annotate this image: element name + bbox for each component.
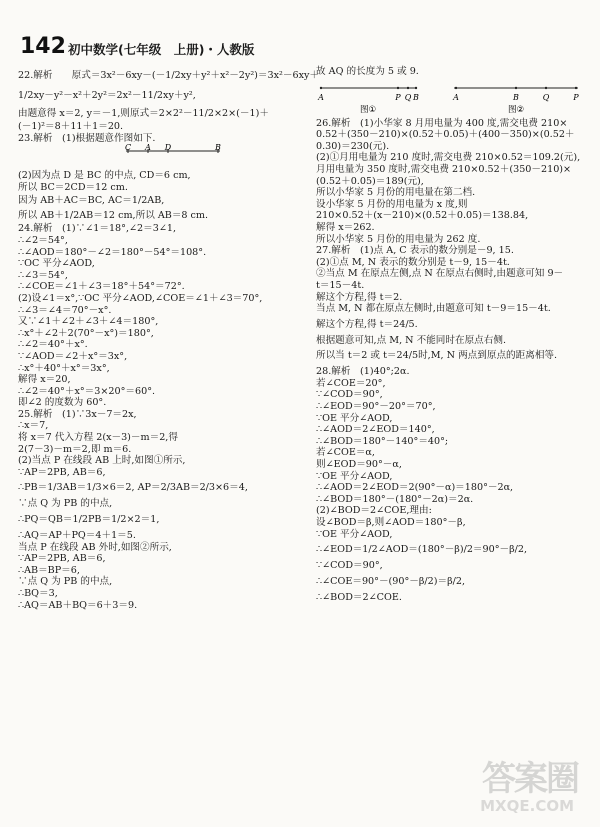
- point-label-a: A: [145, 143, 151, 153]
- solution-line: ∴∠3＝∠4＝70°－x°.: [18, 304, 112, 316]
- page-header: [20, 34, 580, 58]
- solution-line: 根据题意可知,点 M, N 不能同时在原点右侧.: [316, 334, 507, 346]
- solution-line: ∴∠BOD＝2∠COE.: [316, 591, 402, 603]
- solution-line: ∴∠2＝54°,: [18, 234, 68, 246]
- point-label-d: D: [164, 143, 172, 153]
- solution-line: ∴∠AOD＝2∠EOD＝140°,: [316, 424, 435, 436]
- solution-line: (2)∠BOD＝2∠COE,理由:: [316, 505, 432, 517]
- solution-line: (2)①点 M, N 表示的数分别是 t－9, 15－4t.: [316, 256, 510, 268]
- solution-line: ∴∠AOD＝2∠EOD＝2(90°－α)＝180°－2α,: [316, 482, 514, 494]
- watermark-top: 答案圈: [482, 759, 578, 799]
- solution-line: 26.解析 (1)小华家 8 月用电量为 400 度,需交电费 210×: [316, 117, 568, 129]
- solution-line: 所以 AB＋1/2AB＝12 cm,所以 AB＝8 cm.: [18, 210, 209, 222]
- solution-line: (2)当点 P 在线段 AB 上时,如图①所示,: [18, 455, 186, 467]
- solution-line: ②当点 M 在原点左侧,点 N 在原点右侧时,由题意可知 9－: [316, 268, 564, 280]
- solution-line: (－1)²＝8＋11＋1＝20.: [18, 121, 124, 132]
- page-number: 142: [20, 34, 66, 59]
- solution-line: ∴x＝7,: [18, 420, 49, 432]
- solution-line: 210×0.52＋(x－210)×(0.52＋0.05)＝138.84,: [316, 210, 529, 222]
- solution-line: ∴∠BOD＝180°－140°＝40°;: [316, 435, 449, 447]
- solution-line: 若∠COE＝20°,: [316, 377, 386, 389]
- solution-line: 即∠2 的度数为 60°.: [18, 397, 107, 409]
- solution-line: 所以小华家 5 月份的用电量为 262 度.: [316, 233, 481, 245]
- solution-line: ∴AQ＝AP＋PQ＝4＋1＝5.: [18, 530, 136, 542]
- solution-line: ∴∠EOD＝90°－20°＝70°,: [316, 401, 436, 413]
- solution-line: ∵∠COD＝90°,: [316, 389, 383, 401]
- watermark-bottom: MXQE.COM: [480, 797, 574, 815]
- left-column: [18, 66, 319, 611]
- fig2-point-q: Q: [542, 92, 550, 102]
- solution-line: 所以 BC＝2CD＝12 cm.: [18, 181, 128, 193]
- solution-line: 0.30)＝230(元).: [316, 140, 390, 152]
- solution-line: ∴∠COE＝∠1＋∠3＝18°＋54°＝72°.: [18, 281, 185, 293]
- solution-line: 解这个方程,得 t＝24/5.: [316, 318, 418, 330]
- solution-line: 所以当 t＝2 或 t＝24/5时,M, N 两点到原点的距离相等.: [316, 350, 558, 362]
- figure-1-caption: 图①: [359, 104, 377, 115]
- point-label-c: C: [124, 143, 132, 153]
- solution-line: ∵AP＝2PB, AB＝6,: [18, 466, 106, 478]
- solution-line: 0.52＋(350－210)×(0.52＋0.05)＋(400－350)×(0.52＋: [316, 129, 575, 141]
- solution-line: 将 x＝7 代入方程 2(x－3)－m＝2,得: [18, 432, 178, 444]
- fig2-point-b: B: [513, 92, 519, 102]
- line-segment-figure: [18, 143, 310, 168]
- solution-line: 月用电量为 350 度时,需交电费 210×0.52＋(350－210)×: [316, 163, 572, 175]
- solution-line: 解得 x＝262.: [316, 221, 375, 233]
- fig1-point-a: A: [318, 92, 324, 102]
- solution-line: ∴PB＝1/3AB＝1/3×6＝2, AP＝2/3AB＝2/3×6＝4,: [18, 482, 248, 494]
- solution-line: ∵AP＝2PB, AB＝6,: [18, 553, 106, 565]
- solution-line: (0.52＋0.05)＝189(元),: [316, 175, 424, 187]
- fig2-point-a: A: [453, 92, 459, 102]
- figures-one-two: [316, 80, 592, 116]
- solution-line: 因为 AB＋AC＝BC, AC＝1/2AB,: [18, 195, 165, 207]
- solution-line: ∴AQ＝AB＋BQ＝6＋3＝9.: [18, 599, 138, 611]
- solution-line: (2)设∠1＝x°,∵OC 平分∠AOD,∠COE＝∠1＋∠3＝70°,: [18, 292, 263, 304]
- solution-line: ∴AB＝BP＝6,: [18, 564, 80, 576]
- solution-line: 解这个方程,得 t＝2.: [316, 291, 403, 303]
- solution-line: ∵∠COD＝90°,: [316, 560, 383, 572]
- segment-diagrams: [316, 80, 586, 116]
- solution-line: 设小华家 5 月份的用电量为 x 度,则: [316, 198, 468, 210]
- solution-line: 1/2xy－y²－x²＋2y²＝2x²－11/2xy＋y²,: [18, 90, 196, 101]
- solution-line: ∴∠COE＝90°－(90°－β/2)＝β/2,: [316, 575, 466, 587]
- solution-line: 则∠EOD＝90°－α,: [316, 459, 402, 471]
- fig1-point-q: Q: [404, 92, 412, 102]
- solution-line: ∴PQ＝QB＝1/2PB＝1/2×2＝1,: [18, 514, 160, 526]
- solution-line: ∵∠AOD＝∠2＋x°＝3x°,: [18, 350, 128, 362]
- solution-line: ∴∠2＝40°＋x°＝3×20°＝60°.: [18, 385, 156, 397]
- solution-line: 故 AQ 的长度为 5 或 9.: [316, 66, 419, 77]
- solution-line: ∴∠EOD＝1/2∠AOD＝(180°－β)/2＝90°－β/2,: [316, 544, 528, 556]
- solution-line: ∴BQ＝3,: [18, 588, 58, 599]
- solution-line: ∵OE 平分∠AOD,: [316, 470, 393, 482]
- solution-line: 当点 M, N 都在原点左侧时,由题意可知 t－9＝15－4t.: [316, 303, 551, 315]
- solution-line: (2)因为点 D 是 BC 的中点, CD＝6 cm,: [18, 170, 191, 182]
- solution-line: ∵点 Q 为 PB 的中点,: [18, 576, 113, 588]
- solution-line: (2)①月用电量为 210 度时,需交电费 210×0.52＝109.2(元),: [316, 152, 581, 164]
- solution-line: 所以小华家 5 月份的用电量在第二档.: [316, 187, 476, 199]
- solution-line: 22.解析 原式＝3x²－6xy－(－1/2xy＋y²＋x²－2y²)＝3x²－6xy＋: [18, 70, 319, 81]
- solution-line: ∴x°＋∠2＋2(70°－x°)＝180°,: [18, 327, 154, 339]
- solution-line: 当点 P 在线段 AB 外时,如图②所示,: [18, 541, 172, 553]
- solution-line: 24.解析 (1)∵∠1＝18°,∠2＝3∠1,: [18, 223, 177, 235]
- solution-line: 设∠BOD＝β,则∠AOD＝180°－β,: [316, 517, 466, 528]
- solution-line: 27.解析 (1)点 A, C 表示的数分别是－9, 15.: [316, 245, 514, 257]
- solution-line: ∵OC 平分∠AOD,: [18, 258, 95, 270]
- solution-line: ∴∠2＝40°＋x°.: [18, 339, 88, 351]
- segment-diagram: [18, 143, 221, 168]
- solution-line: ∵OE 平分∠AOD,: [316, 528, 393, 540]
- solution-line: 若∠COE＝α,: [316, 447, 375, 459]
- watermark-logo: [432, 747, 582, 817]
- solution-line: t＝15－4t.: [316, 279, 365, 291]
- solution-line: 2(7－3)－m＝2,即 m＝6.: [18, 443, 132, 455]
- solution-line: ∵OE 平分∠AOD,: [316, 412, 393, 424]
- solution-line: 由题意得 x＝2, y＝－1,则原式＝2×2²－11/2×2×(－1)＋: [18, 108, 269, 119]
- solution-line: 解得 x＝20,: [18, 374, 71, 386]
- solution-line: ∴x°＋40°＋x°＝3x°,: [18, 362, 110, 374]
- fig2-point-p: P: [573, 92, 579, 102]
- book-title: 初中数学(七年级 上册)・人教版: [68, 42, 255, 57]
- figure-2-caption: 图②: [507, 104, 525, 115]
- solution-line: ∴∠AOD＝180°－∠2＝180°－54°＝108°.: [18, 246, 207, 258]
- right-column: [316, 66, 592, 603]
- solution-line: 又∵∠1＋∠2＋∠3＋∠4＝180°,: [18, 316, 159, 328]
- solution-line: 28.解析 (1)40°;2α.: [316, 366, 410, 378]
- solution-line: 25.解析 (1)∵3x－7＝2x,: [18, 408, 137, 420]
- solution-line: ∴∠BOD＝180°－(180°－2α)＝2α.: [316, 493, 474, 505]
- fig1-point-p: P: [395, 92, 401, 102]
- solution-line: 23.解析 (1)根据题意作图如下.: [18, 132, 156, 144]
- fig1-point-b: B: [413, 92, 419, 102]
- solution-line: ∴∠3＝54°,: [18, 269, 68, 281]
- point-label-b: B: [215, 143, 221, 153]
- solution-line: ∵点 Q 为 PB 的中点,: [18, 498, 113, 510]
